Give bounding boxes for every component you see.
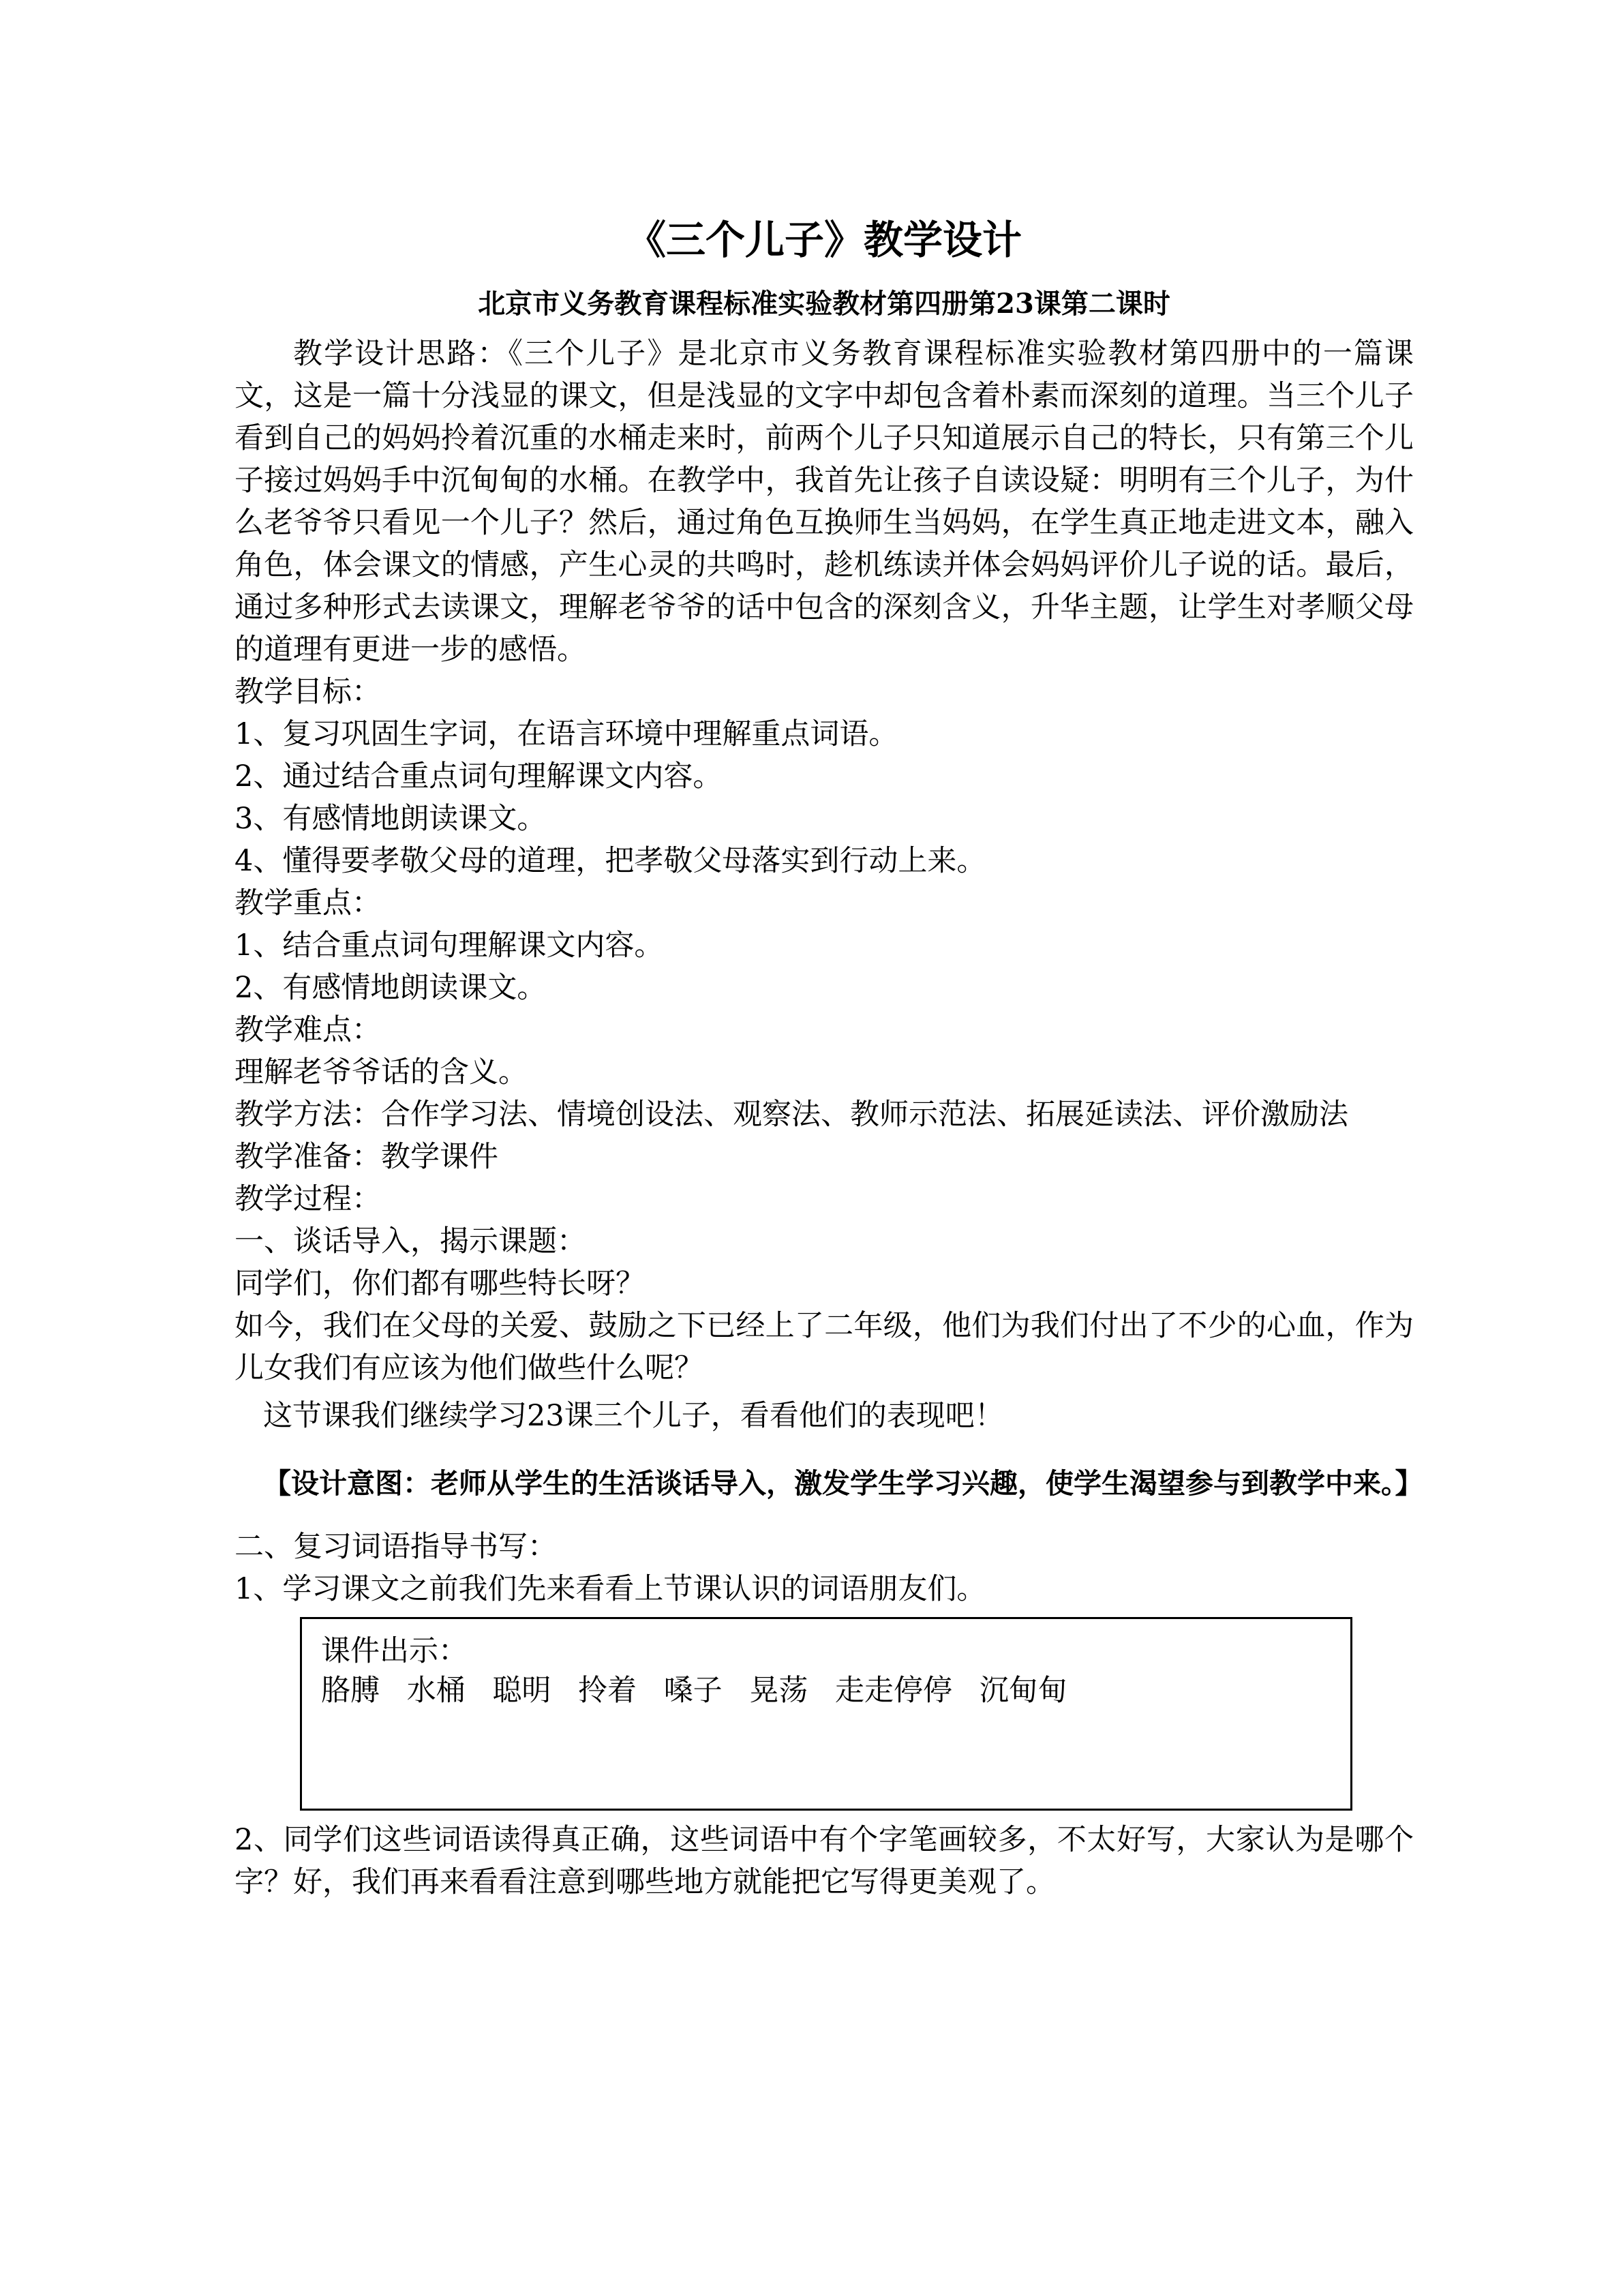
goal-item: 4、懂得要孝敬父母的道理，把孝敬父母落实到行动上来。	[234, 844, 986, 878]
focus-heading: 教学重点：	[234, 886, 381, 920]
process-heading: 教学过程：	[234, 1182, 381, 1216]
section2-step1: 1、学习课文之前我们先来看看上节课认识的词语朋友们。	[234, 1572, 986, 1606]
section1-question: 同学们，你们都有哪些特长呀？	[234, 1267, 645, 1301]
goal-item: 2、通过结合重点词句理解课文内容。	[234, 759, 723, 794]
vocab-word: 晃荡	[749, 1674, 808, 1708]
preparation-text: 教学准备：教学课件	[234, 1140, 498, 1174]
courseware-words	[321, 1671, 1331, 1710]
focus-item: 1、结合重点词句理解课文内容。	[234, 928, 664, 963]
courseware-box	[300, 1617, 1352, 1811]
section1-heading: 一、谈话导入，揭示课题：	[234, 1224, 586, 1258]
section1-paragraph: 如今，我们在父母的关爱、鼓励之下已经上了二年级，他们为我们付出了不少的心血，作为儿女我们有应该为他们做些什么呢？	[234, 1309, 1414, 1385]
vocab-word: 胳膊	[321, 1674, 380, 1708]
section2-heading: 二、复习词语指导书写：	[234, 1530, 557, 1564]
vocab-word: 水桶	[406, 1674, 466, 1708]
focus-item: 2、有感情地朗读课文。	[234, 971, 547, 1005]
section1-lead: 这节课我们继续学习23课三个儿子，看看他们的表现吧！	[263, 1399, 1004, 1433]
vocab-word: 拎着	[578, 1674, 637, 1708]
courseware-label: 课件出示：	[321, 1634, 468, 1668]
goals-heading: 教学目标：	[234, 675, 381, 709]
difficulty-text: 理解老爷爷话的含义。	[234, 1055, 528, 1089]
methods-text: 教学方法：合作学习法、情境创设法、观察法、教师示范法、拓展延读法、评价激励法	[234, 1098, 1348, 1132]
section2-step2: 2、同学们这些词语读得真正确，这些词语中有个字笔画较多，不太好写，大家认为是哪个字？好，我们再来看看注意到哪些地方就能把它写得更美观了。	[234, 1823, 1414, 1899]
page-subtitle: 北京市义务教育课程标准实验教材第四册第23课第二课时	[478, 288, 1170, 320]
vocab-word: 嗓子	[663, 1674, 723, 1708]
goal-item: 3、有感情地朗读课文。	[234, 802, 547, 836]
design-intent: 【设计意图：老师从学生的生活谈话导入，激发学生学习兴趣，使学生渴望参与到教学中来。】	[263, 1467, 1423, 1500]
page-title: 《三个儿子》教学设计	[626, 217, 1022, 263]
difficulty-heading: 教学难点：	[234, 1013, 381, 1047]
document-content	[234, 205, 1423, 1903]
vocab-word: 沉甸甸	[979, 1674, 1067, 1708]
intro-paragraph: 教学设计思路：《三个儿子》是北京市义务教育课程标准实验教材第四册中的一篇课文，这是一篇十分浅显的课文，但是浅显的文字中却包含着朴素而深刻的道理。当三个儿子看到自己的妈妈拎着沉重的水桶走来时，前两个儿子只知道展示自己的特长，只有第三个儿子接过妈妈手中沉甸甸的水桶。在教学中，我首先让孩子自读设疑：明明有三个儿子，为什么老爷爷只看见一个儿子？然后，通过角色互换师生当妈妈，在学生真正地走进文本，融入角色，体会课文的情感，产生心灵的共鸣时，趁机练读并体会妈妈评价儿子说的话。最后，通过多种形式去读课文，理解老爷爷的话中包含的深刻含义，升华主题，让学生对孝顺父母的道理有更进一步的感悟。	[234, 337, 1414, 667]
vocab-word: 走走停停	[835, 1674, 953, 1708]
goal-item: 1、复习巩固生字词，在语言环境中理解重点词语。	[234, 717, 898, 751]
vocab-word: 聪明	[492, 1674, 551, 1708]
